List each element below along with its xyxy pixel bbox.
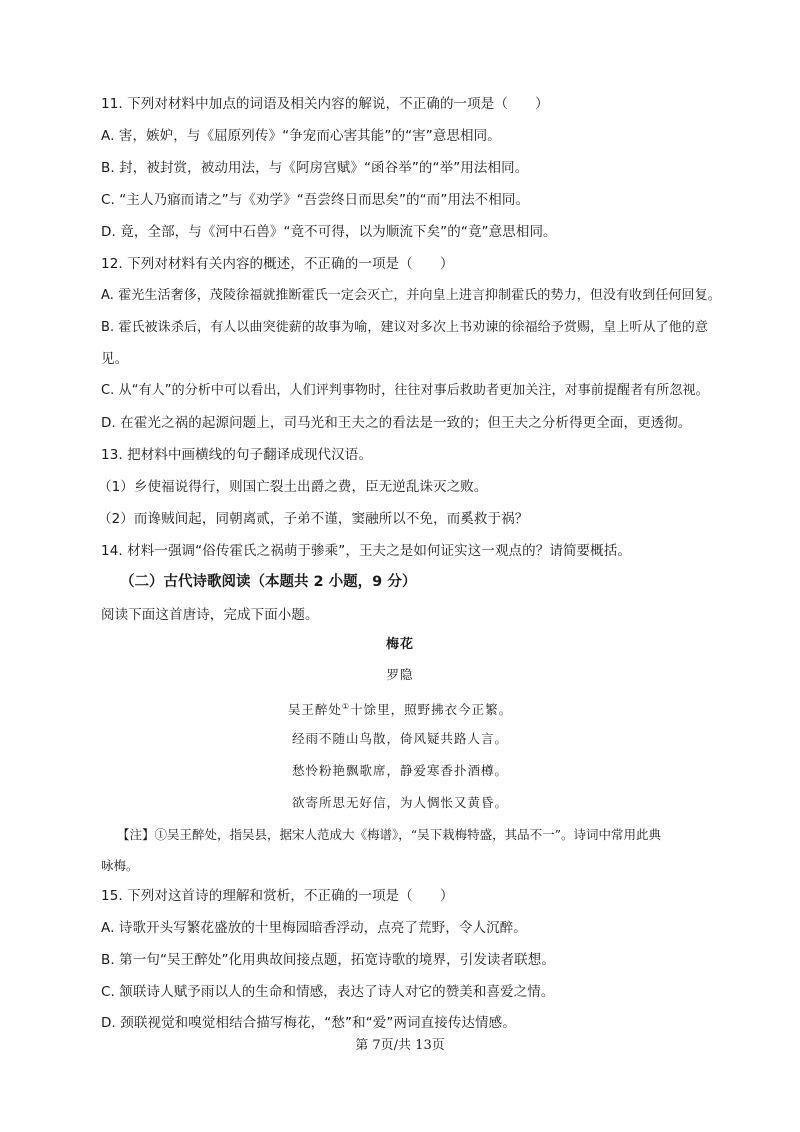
q15-stem: 15. 下列对这首诗的理解和赏析，不正确的一项是（ ）	[101, 888, 454, 904]
poem-line-4: 欲寄所思无好信，为人惆怅又黄昏。	[291, 795, 508, 810]
q11-option-d: D. 竟，全部，与《河中石兽》“竟不可得，以为顺流下矣”的“竟”意思相同。	[101, 224, 557, 240]
q11-stem: 11. 下列对材料中加点的词语及相关内容的解说，不正确的一项是（ ）	[101, 96, 549, 112]
q12-option-c: C. 从“有人”的分析中可以看出，人们评判事物时，往往对事后救助者更加关注，对事前提醒者有所忽视。	[101, 383, 709, 398]
q11-option-c: C. “主人乃寤而请之”与《劝学》“吾尝终日而思矣”的“而”用法不相同。	[101, 192, 530, 208]
q15-option-c: C. 颔联诗人赋予雨以人的生命和情感，表达了诗人对它的赞美和喜爱之情。	[101, 984, 555, 1000]
q13-sentence-2: （2）而谗贼间起，同朝离贰，子弟不谨，窦融所以不免，而奚救于祸？	[98, 511, 529, 527]
q12-option-d: D. 在霍光之祸的起源问题上，司马光和王夫之的看法是一致的；但王夫之分析得更全面，更透彻。	[101, 415, 692, 431]
note-line-1: 【注】①吴王醉处，指吴县，据宋人范成大《梅谱》，“吴下栽梅特盛，其品不一”。诗词中常用此典	[117, 827, 662, 842]
q11-option-a: A. 害，嫉妒，与《屈原列传》“争宠而心害其能”的“害”意思相同。	[101, 128, 501, 144]
poem-line-3: 愁怜粉艳飘歌席，静爱寒香扑酒樽。	[291, 763, 508, 778]
poem-author: 罗隐	[386, 667, 414, 682]
q11-option-b: B. 封，被封赏，被动用法，与《阿房宫赋》“函谷举”的“举”用法相同。	[101, 160, 529, 176]
note-line-2: 咏梅。	[101, 858, 139, 873]
q12-stem: 12. 下列对材料有关内容的概述，不正确的一项是（ ）	[101, 256, 454, 272]
q15-option-b: B. 第一句“吴王醉处”化用典故间接点题，拓宽诗歌的境界，引发读者联想。	[101, 952, 555, 968]
q12-option-a: A. 霍光生活奢侈，茂陵徐福就推断霍氏一定会灭亡，并向皇上进言抑制霍氏的势力，但没有收到任何回复。	[101, 288, 721, 303]
poem-line-1-b: 十馀里，照野拂衣今正繁。	[350, 702, 513, 718]
q14-stem: 14. 材料一强调“俗传霍氏之祸萌于骖乘”，王夫之是如何证实这一观点的？请简要概括。	[101, 543, 631, 559]
q12-option-b-line1: B. 霍氏被诛杀后，有人以曲突徙薪的故事为喻，建议对多次上书劝谏的徐福给予赏赐，皇上听从了他的意	[101, 320, 708, 335]
poem-line-1-a: 吴王醉处	[287, 702, 342, 718]
poem-title: 梅花	[385, 637, 414, 652]
q13-sentence-1: （1）乡使福说得行，则国亡裂土出爵之费，臣无逆乱诛灭之败。	[98, 479, 488, 495]
page-footer: 第 7页/共 13页	[355, 1038, 445, 1053]
q12-option-b-line2: 见。	[101, 351, 129, 367]
poem-line-1	[0, 698, 800, 719]
q15-option-d: D. 颈联视觉和嗅觉相结合描写梅花，“愁”和“爱”两词直接传达情感。	[101, 1015, 516, 1031]
footnote-marker: ①	[341, 702, 351, 711]
poem-line-2: 经雨不随山鸟散，倚风疑共路人言。	[291, 731, 508, 746]
section-title: （二）古代诗歌阅读（本题共 2 小题，9 分）	[120, 574, 417, 590]
poem-instruction: 阅读下面这首唐诗，完成下面小题。	[101, 607, 319, 623]
q15-option-a: A. 诗歌开头写繁花盛放的十里梅园暗香浮动，点亮了荒野，令人沉醉。	[101, 920, 527, 936]
q13-stem: 13. 把材料中画横线的句子翻译成现代汉语。	[101, 447, 372, 463]
